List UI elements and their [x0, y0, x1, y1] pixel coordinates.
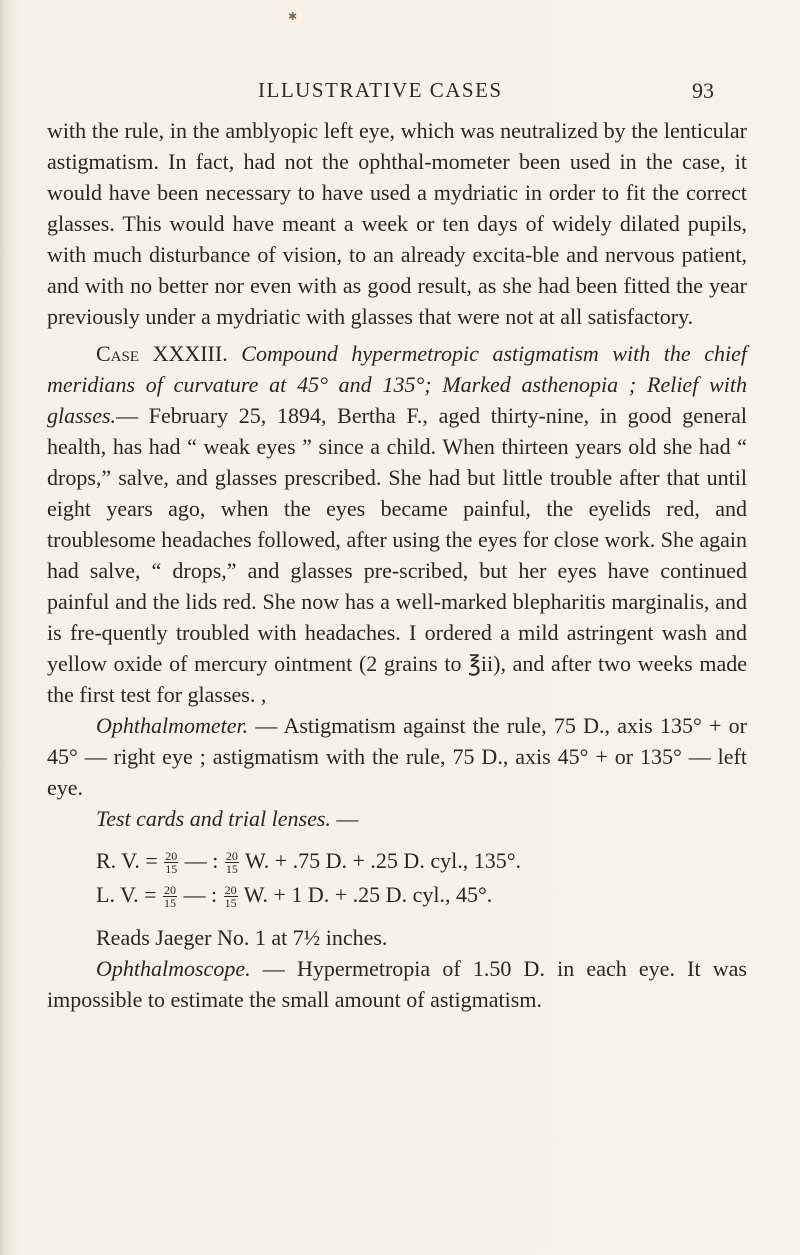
page-header [0, 78, 800, 106]
fraction: $\frac{20}{15}$ [164, 883, 176, 911]
jaeger-line: Reads Jaeger No. 1 at 7½ inches. [96, 925, 388, 950]
ophthalmometer-body: — Astigmatism against the rule, 75 D., axis 135° + or 45° — right eye ; astigmatism with the rule, 75 D., axis 45° + or 135° — left eye. [47, 713, 747, 800]
test-paragraph [47, 803, 747, 834]
fraction: $\frac{20}{15}$ [165, 849, 178, 877]
ophthalmometer-label: Ophthalmometer. [96, 713, 249, 738]
test-label: Test cards and trial lenses. [96, 806, 331, 831]
case-paragraph [47, 338, 747, 710]
ophthalmoscope-label: Ophthalmoscope. [96, 956, 251, 981]
formula-right-eye: R. V. = $\frac{20}{15}$ — : $\frac{20}{15}$ W. + .75 D. + .25 D. cyl., 135°. [96, 848, 521, 877]
fraction: $\frac{20}{15}$ [225, 849, 238, 877]
formula-left-eye: L. V. = $\frac{20}{15}$ — : $\frac{20}{15}$ W. + 1 D. + .25 D. cyl., 45°. [96, 882, 493, 911]
body-text [47, 115, 747, 1015]
paragraph-continuation: with the rule, in the amblyopic left eye, which was neutralized by the lenticular astigmatism. In fact, had not the ophthal-mometer been used in the case, it would have been necessary to have used a mydriatic in order to fit the correct glasses. This would have meant a week or ten days of widely dilated pupils, with much disturbance of vision, to an already excita-ble and nervous patient, and with no better nor even with as good result, as she had been fitted the year previously under a mydriatic with glasses that were not at all satisfactory. [47, 118, 747, 329]
running-head: ILLUSTRATIVE CASES [258, 78, 503, 102]
margin-mark: ✱ [288, 10, 298, 23]
case-body: — February 25, 1894, Bertha F., aged thirty-nine, in good general health, has had “ weak eyes ” since a child. When thirteen years old she had “ drops,” salve, and glasses prescribed. She had but little trouble after that until eight years ago, when the eyes became painful, the eyelids red, and troublesome headaches followed, after using the eyes for close work. She again had salve, “ drops,” and glasses pre-scribed, but her eyes have continued painful and the lids red. She now has a well-marked blepharitis marginalis, and is fre-quently troubled with headaches. I ordered a mild astringent wash and yellow oxide of mercury ointment (2 grains to ℥ii), and after two weeks made the first test for glasses. , [47, 403, 747, 707]
test-dash: — [330, 806, 359, 831]
ophthalmometer-paragraph [47, 710, 747, 803]
case-label: Case XXXIII. [96, 341, 228, 366]
ophthalmoscope-body: — Hypermetropia of 1.50 D. in each eye. It was impossible to estimate the small amount of astigmatism. [47, 956, 747, 1012]
ophthalmoscope-paragraph [47, 953, 747, 1015]
case-title: Compound hypermetropic astigmatism with the chief meridians of curvature at 45° and 135°; Marked asthenopia ; Relief with glasses. [47, 341, 747, 428]
fraction: $\frac{20}{15}$ [224, 883, 237, 911]
page-number: 93 [692, 78, 714, 103]
